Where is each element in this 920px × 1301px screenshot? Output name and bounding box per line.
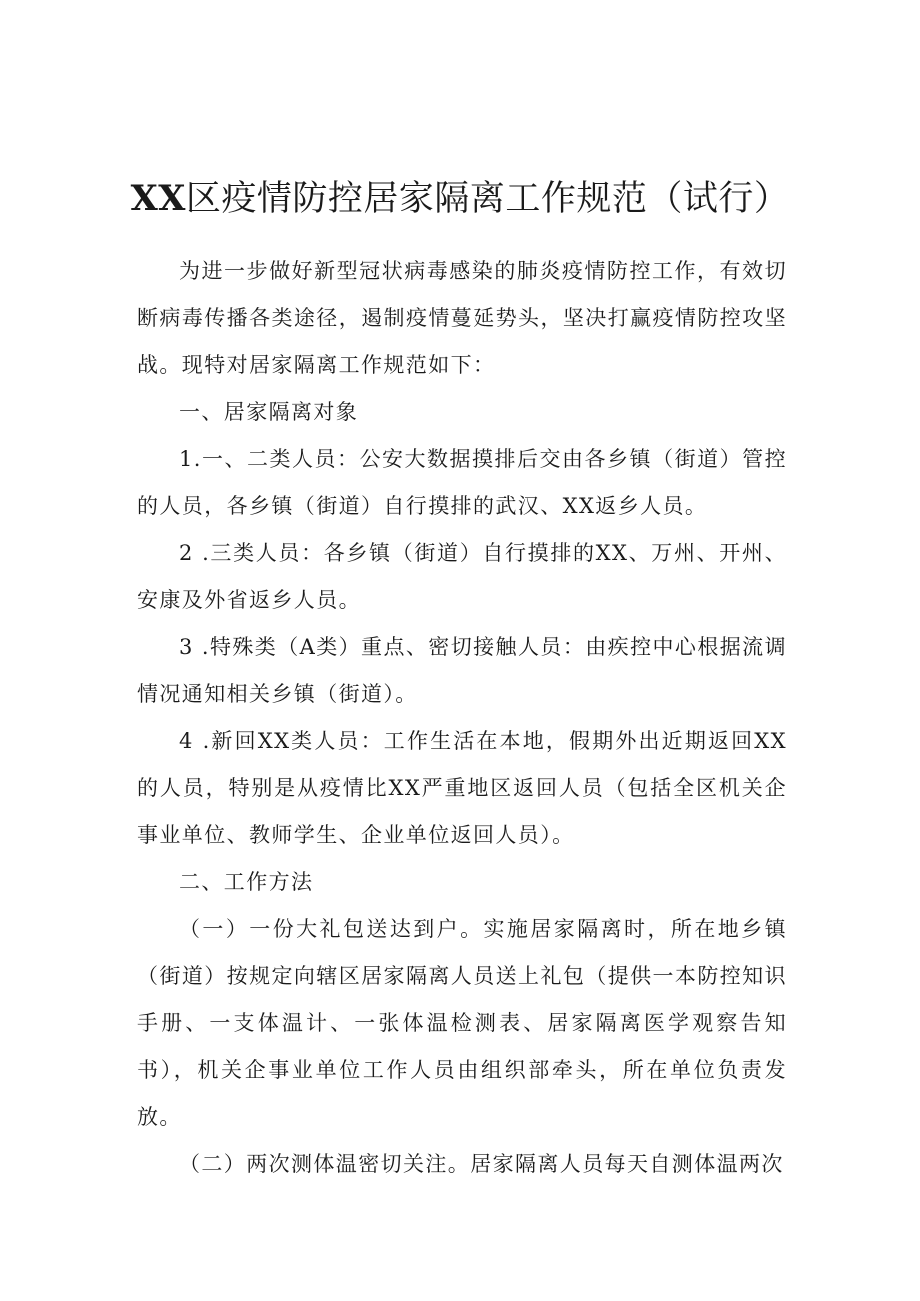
- paragraph-intro: 为进一步做好新型冠状病毒感染的肺炎疫情防控工作，有效切断病毒传播各类途径，遏制疫情蔓延势头，坚决打赢疫情防控攻坚战。现特对居家隔离工作规范如下：: [137, 259, 787, 377]
- paragraph-item-1: 1.一、二类人员：公安大数据摸排后交由各乡镇（街道）管控的人员，各乡镇（街道）自行摸排的武汉、XX返乡人员。: [137, 447, 787, 518]
- paragraph-method-1: （一）一份大礼包送达到户。实施居家隔离时，所在地乡镇（街道）按规定向辖区居家隔离人员送上礼包（提供一本防控知识手册、一支体温计、一张体温检测表、居家隔离医学观察告知书），机关企事业单位工作人员由组织部牵头，所在单位负责发放。: [137, 917, 787, 1129]
- document-title: [0, 174, 920, 224]
- paragraph-item-2: 2 .三类人员：各乡镇（街道）自行摸排的XX、万州、开州、安康及外省返乡人员。: [137, 541, 787, 612]
- paragraph-method-2: （二）两次测体温密切关注。居家隔离人员每天自测体温两次: [179, 1152, 784, 1176]
- paragraph-item-3: 3 .特殊类（A类）重点、密切接触人员：由疾控中心根据流调情况通知相关乡镇（街道）。: [137, 635, 787, 706]
- paragraph-item-4: 4 .新回XX类人员：工作生活在本地，假期外出近期返回XX的人员，特别是从疫情比XX严重地区返回人员（包括全区机关企事业单位、教师学生、企业单位返回人员）。: [137, 729, 787, 847]
- document-body: [137, 248, 787, 1188]
- title-text: 区疫情防控居家隔离工作规范（试行）: [185, 179, 790, 219]
- section-heading-1: 一、居家隔离对象: [179, 400, 359, 424]
- section-heading-2: 二、工作方法: [179, 870, 314, 894]
- title-prefix: XX: [130, 178, 186, 219]
